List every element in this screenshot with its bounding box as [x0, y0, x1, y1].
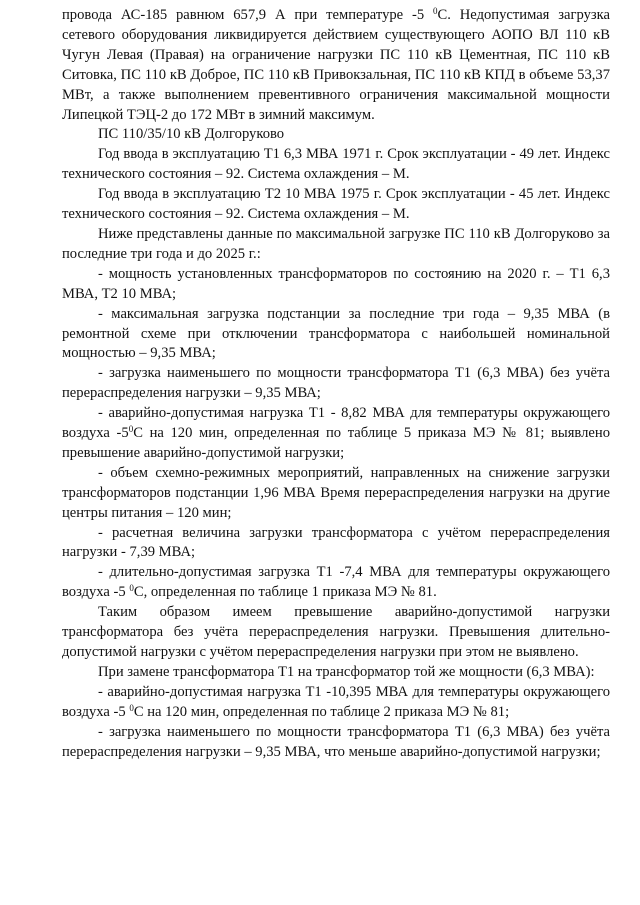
paragraph-text: Ниже представлены данные по максимальной загрузке ПС 110 кВ Долгоруково за последние три года и до 2025 г.: — [62, 225, 610, 262]
paragraph-text: Таким образом имеем превышение аварийно-допустимой нагрузки трансформатора без учёта перераспределения нагрузки. Превышения длительно-допустимой нагрузки с учётом перераспределения нагрузки при этом не выявлено. — [62, 604, 610, 660]
paragraph — [62, 364, 610, 404]
paragraph-text: С, определенная по таблице 1 приказа МЭ № 81. — [133, 584, 437, 601]
paragraph — [62, 125, 610, 145]
paragraph-text: - максимальная загрузка подстанции за последние три года – 9,35 МВА (в ремонтной схеме при отключении трансформатора с наибольшей номинальной мощностью – 9,35 МВА; — [62, 305, 610, 362]
document-page — [62, 6, 610, 762]
paragraph — [62, 265, 610, 305]
paragraph — [62, 563, 610, 603]
superscript-degree: 0 — [128, 424, 134, 435]
paragraph-text: ПС 110/35/10 кВ Долгоруково — [98, 126, 285, 143]
superscript-degree: 0 — [433, 6, 438, 16]
paragraph — [62, 663, 610, 683]
paragraph — [62, 464, 610, 524]
paragraph — [62, 305, 610, 365]
paragraph-text: - аварийно-допустимая нагрузка Т1 -10,395 МВА для температуры окружающего воздуха -5 — [62, 683, 610, 720]
paragraph-text: - загрузка наименьшего по мощности трансформатора Т1 (6,3 МВА) без учёта перераспределения нагрузки – 9,35 МВА; — [62, 365, 610, 402]
paragraph — [62, 404, 610, 464]
paragraph — [62, 145, 610, 185]
paragraph-text: - длительно-допустимая загрузка Т1 -7,4 МВА для температуры окружающего воздуха -5 — [62, 564, 610, 601]
paragraph-text: провода АС-185 равнюм 657,9 А при температуре -5 — [62, 7, 434, 23]
paragraph-text: С на 120 мин, определенная по таблице 5 приказа МЭ № 81; выявлено превышение аварийно-допустимой нагрузки; — [62, 425, 610, 461]
paragraph — [62, 524, 610, 564]
superscript-degree: 0 — [129, 702, 134, 713]
paragraph-text: При замене трансформатора Т1 на трансформатор той же мощности (6,3 МВА): — [98, 663, 595, 680]
paragraph-text: Год ввода в эксплуатацию Т2 10 МВА 1975 г. Срок эксплуатации - 45 лет. Индекс технического состояния – 92. Система охлаждения – М. — [62, 186, 610, 223]
paragraph-text: - мощность установленных трансформаторов по состоянию на 2020 г. – Т1 6,3 МВА, Т2 10 МВА; — [62, 265, 610, 302]
paragraph-text: С. Недопустимая загрузка сетевого оборудования ликвидируется действием существующего АОПО ВЛ 110 кВ Чугун Левая (Правая) на ограничение нагрузки ПС 110 кВ Цементная, ПС 110 кВ Ситовка, ПС 110 кВ Доброе, ПС 110 кВ Привокзальная, ПС 110 кВ КПД в объеме 53,37 МВт, а также выполнением превентивного ограничения максимальной мощности Липецкой ТЭЦ-2 до 172 МВт в зимний максимум. — [62, 7, 610, 123]
paragraph-text: - расчетная величина загрузки трансформатора с учётом перераспределения нагрузки - 7,39 МВА; — [62, 524, 610, 561]
paragraph — [62, 185, 610, 225]
paragraph-text: - объем схемно-режимных мероприятий, направленных на снижение загрузки трансформаторов подстанции 1,96 МВА Время перераспределения нагрузки на другие центры питания – 120 мин; — [62, 464, 610, 521]
superscript-degree: 0 — [129, 583, 134, 594]
paragraph — [62, 723, 610, 763]
paragraph — [62, 6, 610, 125]
paragraph-text: С на 120 мин, определенная по таблице 2 приказа МЭ № 81; — [133, 703, 510, 720]
paragraph-text: - загрузка наименьшего по мощности трансформатора Т1 (6,3 МВА) без учёта перераспределения нагрузки – 9,35 МВА, что меньше аварийно-допустимой нагрузки; — [62, 723, 610, 760]
paragraph-text: - аварийно-допустимая нагрузка Т1 - 8,82 МВА для температуры окружающего воздуха -5 — [62, 405, 610, 442]
paragraph-text: Год ввода в эксплуатацию Т1 6,3 МВА 1971 г. Срок эксплуатации - 49 лет. Индекс технического состояния – 92. Система охлаждения – М. — [62, 146, 610, 183]
paragraph — [62, 225, 610, 265]
paragraph — [62, 603, 610, 663]
paragraph — [62, 683, 610, 723]
